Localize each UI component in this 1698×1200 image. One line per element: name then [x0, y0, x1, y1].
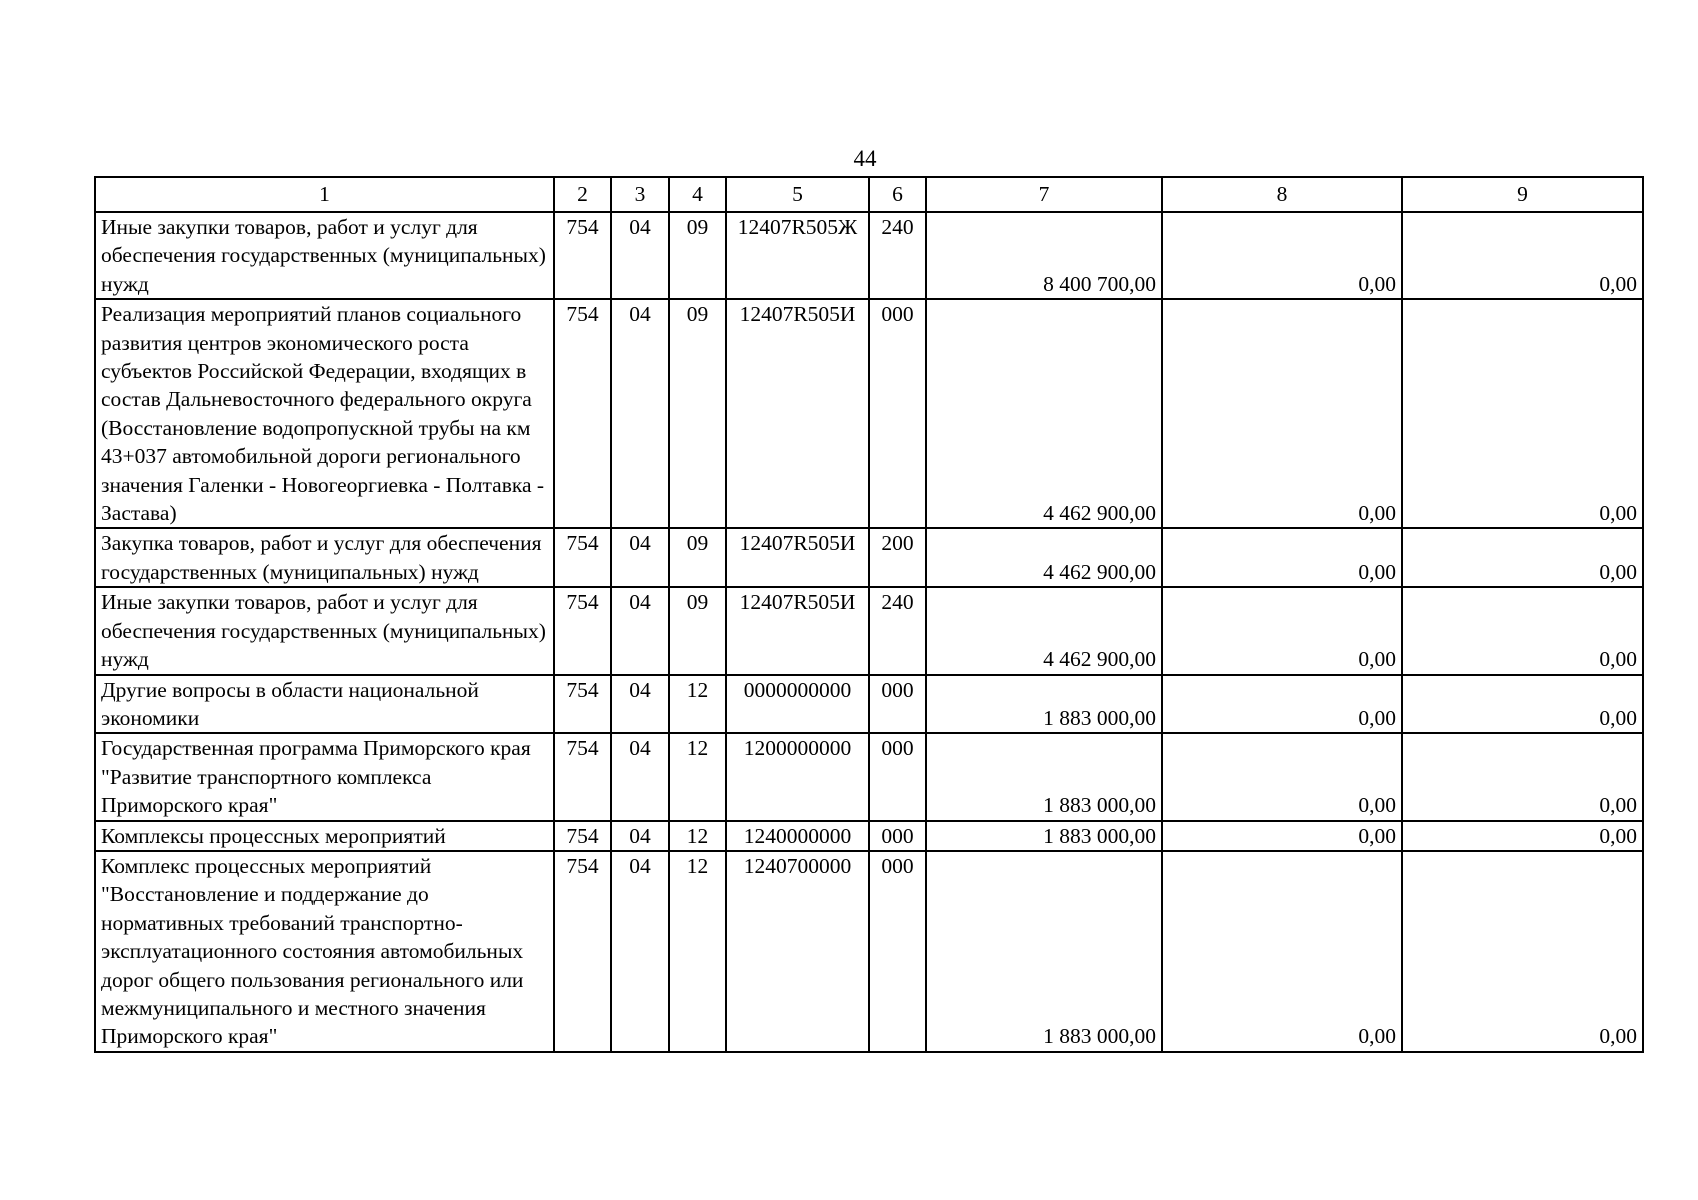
amount-cell: 0,00	[1162, 733, 1402, 820]
subsection-code-cell: 09	[669, 528, 726, 587]
amount-cell: 0,00	[1162, 675, 1402, 734]
subsection-code-cell: 12	[669, 733, 726, 820]
amount-cell: 4 462 900,00	[926, 299, 1162, 528]
row-name-cell: Закупка товаров, работ и услуг для обеспечения государственных (муниципальных) нужд	[95, 528, 554, 587]
ministry-code-cell: 754	[554, 299, 611, 528]
section-code-cell: 04	[611, 587, 669, 674]
row-name-cell: Иные закупки товаров, работ и услуг для обеспечения государственных (муниципальных) нужд	[95, 587, 554, 674]
section-code-cell: 04	[611, 212, 669, 299]
row-name-cell: Реализация мероприятий планов социального развития центров экономического роста субъектов Российской Федерации, входящих в состав Дальневосточного федерального округа (Восстановление водопропускной трубы на км 43+037 автомобильной дороги регионального значения Галенки - Новогеоргиевка - Полтавка - Застава)	[95, 299, 554, 528]
page-number: 44	[853, 146, 877, 171]
table-row	[95, 675, 1643, 734]
amount-cell: 0,00	[1402, 851, 1643, 1052]
section-code-cell: 04	[611, 675, 669, 734]
amount-cell: 0,00	[1162, 587, 1402, 674]
amount-cell: 1 883 000,00	[926, 733, 1162, 820]
table-row	[95, 733, 1643, 820]
section-code-cell: 04	[611, 821, 669, 851]
amount-cell: 0,00	[1162, 299, 1402, 528]
target-article-cell: 12407R505И	[726, 528, 869, 587]
section-code-cell: 04	[611, 299, 669, 528]
target-article-cell: 1240700000	[726, 851, 869, 1052]
column-header: 6	[869, 177, 926, 212]
column-header: 4	[669, 177, 726, 212]
expense-type-cell: 000	[869, 821, 926, 851]
amount-cell: 1 883 000,00	[926, 675, 1162, 734]
column-header: 8	[1162, 177, 1402, 212]
expense-type-cell: 000	[869, 675, 926, 734]
amount-cell: 0,00	[1402, 675, 1643, 734]
column-header: 7	[926, 177, 1162, 212]
expense-type-cell: 200	[869, 528, 926, 587]
amount-cell: 0,00	[1402, 299, 1643, 528]
column-header: 3	[611, 177, 669, 212]
amount-cell: 0,00	[1162, 212, 1402, 299]
amount-cell: 8 400 700,00	[926, 212, 1162, 299]
target-article-cell: 12407R505И	[726, 299, 869, 528]
amount-cell: 1 883 000,00	[926, 851, 1162, 1052]
expense-type-cell: 240	[869, 587, 926, 674]
amount-cell: 0,00	[1162, 528, 1402, 587]
amount-cell: 0,00	[1402, 821, 1643, 851]
ministry-code-cell: 754	[554, 675, 611, 734]
section-code-cell: 04	[611, 528, 669, 587]
row-name-cell: Иные закупки товаров, работ и услуг для обеспечения государственных (муниципальных) нужд	[95, 212, 554, 299]
target-article-cell: 1240000000	[726, 821, 869, 851]
ministry-code-cell: 754	[554, 528, 611, 587]
row-name-cell: Комплексы процессных мероприятий	[95, 821, 554, 851]
amount-cell: 0,00	[1402, 733, 1643, 820]
row-name-cell: Государственная программа Приморского края "Развитие транспортного комплекса Приморского края"	[95, 733, 554, 820]
table-row	[95, 587, 1643, 674]
amount-cell: 0,00	[1162, 851, 1402, 1052]
expense-type-cell: 000	[869, 851, 926, 1052]
column-header: 1	[95, 177, 554, 212]
column-header: 2	[554, 177, 611, 212]
amount-cell: 4 462 900,00	[926, 587, 1162, 674]
budget-table	[94, 176, 1644, 1053]
amount-cell: 0,00	[1402, 587, 1643, 674]
column-header: 9	[1402, 177, 1643, 212]
ministry-code-cell: 754	[554, 212, 611, 299]
section-code-cell: 04	[611, 733, 669, 820]
ministry-code-cell: 754	[554, 821, 611, 851]
amount-cell: 4 462 900,00	[926, 528, 1162, 587]
row-name-cell: Комплекс процессных мероприятий "Восстановление и поддержание до нормативных требований транспортно-эксплуатационного состояния автомобильных дорог общего пользования регионального или межмуниципального и местного значения Приморского края"	[95, 851, 554, 1052]
section-code-cell: 04	[611, 851, 669, 1052]
ministry-code-cell: 754	[554, 851, 611, 1052]
subsection-code-cell: 12	[669, 675, 726, 734]
header-row	[95, 177, 1643, 212]
target-article-cell: 0000000000	[726, 675, 869, 734]
expense-type-cell: 240	[869, 212, 926, 299]
subsection-code-cell: 09	[669, 212, 726, 299]
target-article-cell: 12407R505Ж	[726, 212, 869, 299]
amount-cell: 1 883 000,00	[926, 821, 1162, 851]
expense-type-cell: 000	[869, 299, 926, 528]
subsection-code-cell: 09	[669, 299, 726, 528]
amount-cell: 0,00	[1402, 212, 1643, 299]
expense-type-cell: 000	[869, 733, 926, 820]
column-header: 5	[726, 177, 869, 212]
row-name-cell: Другие вопросы в области национальной экономики	[95, 675, 554, 734]
ministry-code-cell: 754	[554, 587, 611, 674]
subsection-code-cell: 12	[669, 821, 726, 851]
target-article-cell: 12407R505И	[726, 587, 869, 674]
table-row	[95, 851, 1643, 1052]
amount-cell: 0,00	[1162, 821, 1402, 851]
table-row	[95, 299, 1643, 528]
ministry-code-cell: 754	[554, 733, 611, 820]
subsection-code-cell: 09	[669, 587, 726, 674]
subsection-code-cell: 12	[669, 851, 726, 1052]
amount-cell: 0,00	[1402, 528, 1643, 587]
target-article-cell: 1200000000	[726, 733, 869, 820]
table-row	[95, 212, 1643, 299]
table-row	[95, 528, 1643, 587]
table-row	[95, 821, 1643, 851]
